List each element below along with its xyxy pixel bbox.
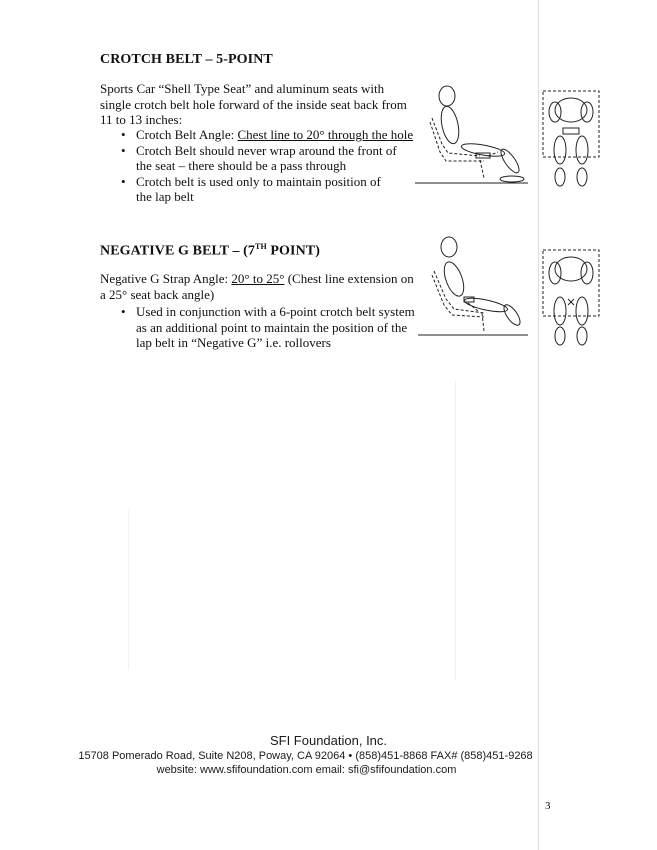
- seated-figure-side-view-icon: [410, 233, 540, 338]
- scan-artifact-line: [455, 380, 456, 680]
- list-item: • Used in conjunction with a 6-point crotch belt system as an additional point to maintain the position of the lap belt in “Negative G” i.e. rollovers: [118, 304, 418, 351]
- list-item: • Crotch Belt Angle: Chest line to 20° through the hole: [118, 127, 414, 143]
- page-number: 3: [545, 800, 551, 812]
- underlined-angle-text: Chest line to 20° through the hole: [237, 127, 414, 142]
- list-item: • Crotch belt is used only to maintain position of the lap belt: [118, 174, 396, 205]
- negative-g-intro: Negative G Strap Angle: 20° to 25° (Chest line extension on a 25° seat back angle): [100, 271, 414, 302]
- underlined-angle-text: 20° to 25°: [231, 271, 285, 286]
- seated-figure-front-view-icon: [540, 247, 602, 349]
- scan-artifact-line: [128, 510, 129, 670]
- crotch-belt-intro: Sports Car “Shell Type Seat” and aluminum seats with single crotch belt hole forward of the inside seat back from 11 to 13 inches:: [100, 81, 407, 127]
- footer-org-name: SFI Foundation, Inc.: [269, 733, 388, 748]
- negative-g-bullet-list: [118, 304, 418, 351]
- list-item: • Crotch Belt should never wrap around the front of the seat – there should be a pass through: [118, 143, 414, 174]
- footer-address: 15708 Pomerado Road, Suite N208, Poway, CA 92064 • (858)451-8868 FAX# (858)451-9268: [78, 750, 533, 762]
- seated-figure-side-view-icon: [410, 82, 540, 187]
- section-heading-crotch-belt: CROTCH BELT – 5-POINT: [100, 52, 273, 67]
- seated-figure-front-view-icon: [540, 88, 602, 190]
- crotch-belt-bullet-list: [118, 127, 414, 205]
- footer-contact: website: www.sfifoundation.com email: sfi@sfifoundation.com: [156, 764, 457, 776]
- section-heading-negative-g-belt: NEGATIVE G BELT – (7TH POINT): [100, 242, 320, 259]
